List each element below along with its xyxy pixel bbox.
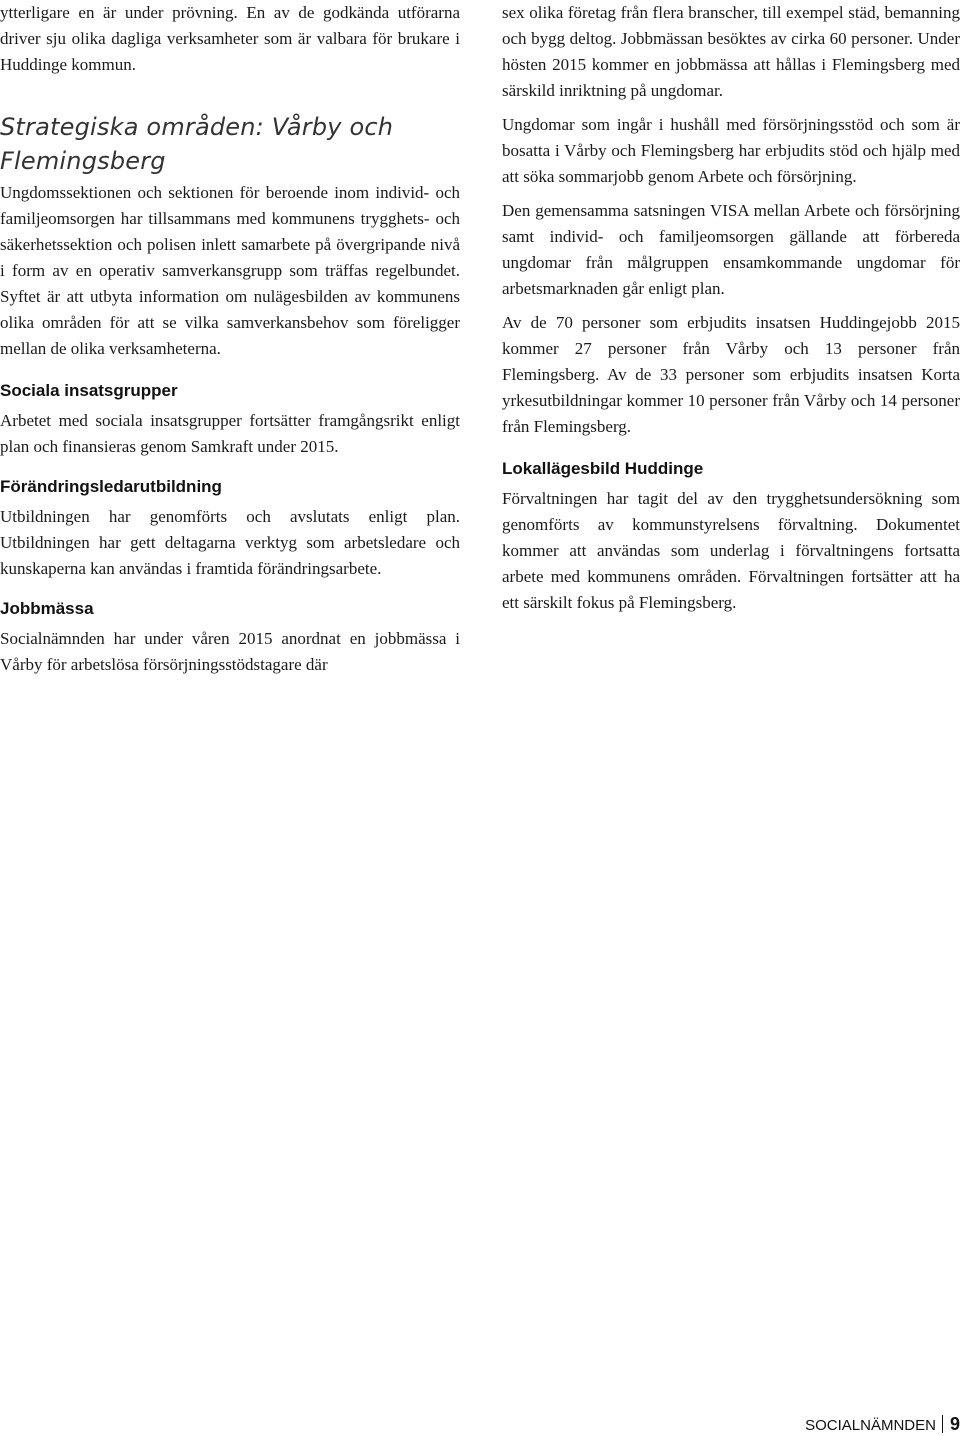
lokal-paragraph: Förvaltningen har tagit del av den trygghetsundersökning som genomförts av kommunstyrelsens förvaltning. Dokumentet kommer att användas som underlag i förvaltningens fortsatta arbete med kommunens områden. Förvaltningen fortsätter att ha ett särskilt fokus på Flemingsberg. [502,489,960,612]
strategic-heading: Strategiska områden: Vårby och Flemingsberg [0,113,394,175]
right-paragraph-2: Ungdomar som ingår i hushåll med försörjningsstöd och som är bosatta i Vårby och Flemingsberg har erbjudits stöd och hjälp med att söka sommarjobb genom Arbete och försörjning. [502,115,960,186]
right-column [502,0,960,616]
jobbmassa-heading: Jobbmässa [0,599,94,618]
left-column [0,0,460,678]
sociala-heading: Sociala insatsgrupper [0,381,178,400]
right-paragraph-1: sex olika företag från flera branscher, till exempel städ, bemanning och bygg deltog. Jobbmässan besöktes av cirka 60 personer. Under hösten 2015 kommer en jobbmässa att hållas i Flemingsberg med särskild inriktning på ungdomar. [502,3,960,100]
intro-paragraph: ytterligare en är under prövning. En av de godkända utförarna driver sju olika dagliga verksamheter som är valbara för brukare i Huddinge kommun. [0,3,460,74]
lokal-heading: Lokallägesbild Huddinge [502,459,704,478]
right-paragraph-4: Av de 70 personer som erbjudits insatsen Huddingejobb 2015 kommer 27 personer från Vårby och 13 personer från Flemingsberg. Av de 33 personer som erbjudits insatsen Korta yrkesutbildningar kommer 10 personer från Vårby och 14 personer från Flemingsberg. [502,313,960,436]
page-number: 9 [949,1414,960,1434]
forandring-paragraph: Utbildningen har genomförts och avslutats enligt plan. Utbildningen har gett deltagarna verktyg som arbetsledare och kunskaperna kan användas i framtida förändringsarbete. [0,507,460,578]
sociala-paragraph: Arbetet med sociala insatsgrupper fortsätter framgångsrikt enligt plan och finansieras genom Samkraft under 2015. [0,411,460,456]
footer-label: SOCIALNÄMNDEN [805,1417,936,1434]
jobbmassa-paragraph: Socialnämnden har under våren 2015 anordnat en jobbmässa i Vårby för arbetslösa försörjningsstödstagare där [0,629,460,674]
footer-divider [942,1415,943,1433]
page-footer [805,1414,960,1436]
strategic-paragraph: Ungdomssektionen och sektionen för beroende inom individ- och familjeomsorgen har tillsammans med kommunens trygghets- och säkerhetssektion och polisen inlett samarbete på övergripande nivå i form av en operativ samverkansgrupp som träffas regelbundet. Syftet är att utbyta information om nulägesbilden av kommunens olika områden för att se vilka samverkansbehov som föreligger mellan de olika verksamheterna. [0,183,460,358]
right-paragraph-3: Den gemensamma satsningen VISA mellan Arbete och försörjning samt individ- och familjeomsorgen gällande att förbereda ungdomar från målgruppen ensamkommande ungdomar för arbetsmarknaden går enligt plan. [502,201,960,298]
forandring-heading: Förändringsledarutbildning [0,477,222,496]
